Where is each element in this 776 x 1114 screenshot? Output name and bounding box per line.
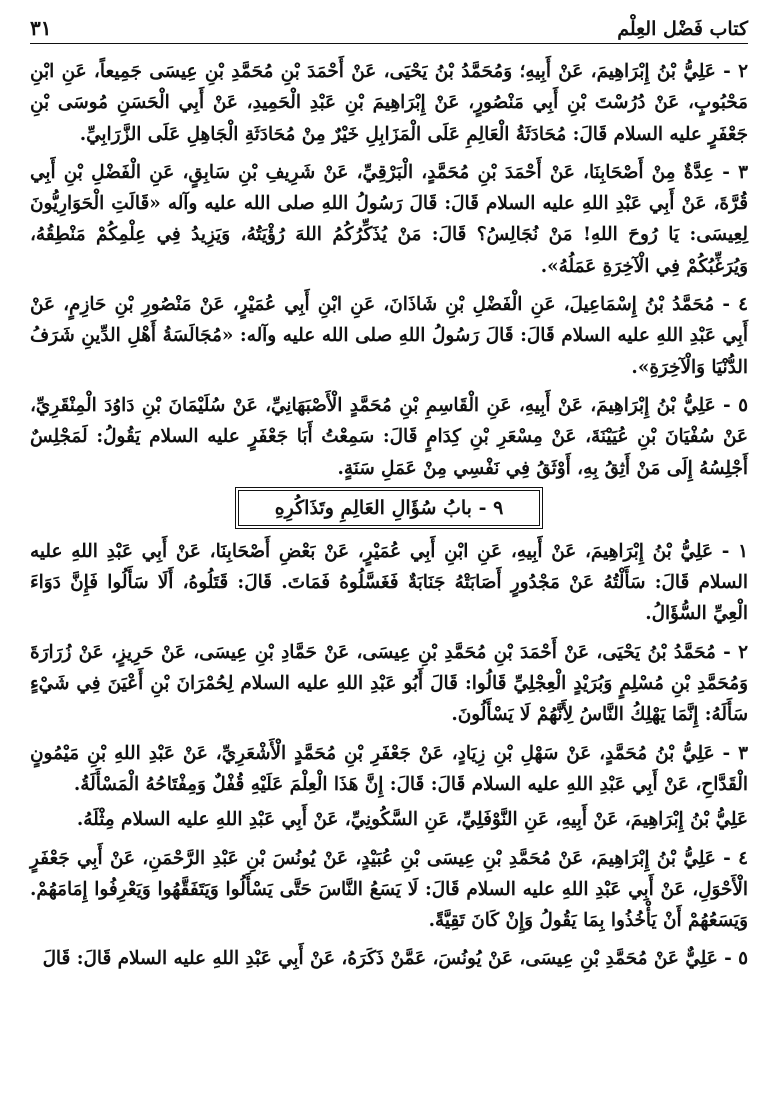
- hadith-paragraph-2: ٢ - عَلِيُّ بْنُ إِبْرَاهِيمَ، عَنْ أَبِيهِ؛ وَمُحَمَّدُ بْنُ يَحْيَى، عَنْ أَحْمَدَ بْنِ مُحَمَّدِ بْنِ عِيسَى جَمِيعاً، عَنِ ابْنِ مَحْبُوبٍ، عَنْ دُرُسْتَ بْنِ أَبِي مَنْصُورٍ، عَنْ إِبْرَاهِيمَ بْنِ عَبْدِ الْحَمِيدِ، عَنْ أَبِي الْحَسَنِ مُوسَى بْنِ جَعْفَرٍ عليه السلام قَالَ: مُحَادَثَةُ الْعَالِمِ عَلَى الْمَزَابِلِ خَيْرٌ مِنْ مُحَادَثَةِ الْجَاهِلِ عَلَى الزَّرَابِيِّ.: [30, 61, 748, 145]
- chapter-hadith-2: ٢ - مُحَمَّدُ بْنُ يَحْيَى، عَنْ أَحْمَدَ بْنِ مُحَمَّدِ بْنِ عِيسَى، عَنْ حَمَّادِ بْنِ عِيسَى، عَنْ حَرِيزٍ، عَنْ زُرَارَةَ وَمُحَمَّدِ بْنِ مُسْلِمٍ وَبُرَيْدٍ الْعِجْلِيِّ قَالُوا: قَالَ أَبُو عَبْدِ اللهِ عليه السلام لِحُمْرَانَ بْنِ أَعْيَنَ فِي شَيْءٍ سَأَلَهُ: إِنَّمَا يَهْلِكُ النَّاسُ لِأَنَّهُمْ لَا يَسْأَلُونَ.: [30, 641, 749, 726]
- chapter-hadith-3: ٣ - عَلِيُّ بْنُ مُحَمَّدٍ، عَنْ سَهْلِ بْنِ زِيَادٍ، عَنْ جَعْفَرِ بْنِ مُحَمَّدٍ الْأَشْعَرِيِّ، عَنْ عَبْدِ اللهِ بْنِ مَيْمُونٍ الْقَدَّاحِ، عَنْ أَبِي عَبْدِ اللهِ عليه السلام قَالَ: قَالَ: إِنَّ هَذَا الْعِلْمَ عَلَيْهِ قُفْلٌ وَمِفْتَاحُهُ الْمَسْأَلَةُ.: [30, 742, 748, 795]
- hadith-paragraph-3: ٣ - عِدَّةٌ مِنْ أَصْحَابِنَا، عَنْ أَحْمَدَ بْنِ مُحَمَّدٍ، الْبَرْقِيِّ، عَنْ شَرِيفِ بْنِ سَابِقٍ، عَنِ الْفَضْلِ بْنِ أَبِي قُرَّةَ، عَنْ أَبِي عَبْدِ اللهِ عليه السلام قَالَ: قَالَ رَسُولُ اللهِ صلى الله عليه وآله «قَالَتِ الْحَوَارِيُّونَ لِعِيسَى: يَا رُوحَ اللهِ! مَنْ نُجَالِسُ؟ قَالَ: مَنْ يُذَكِّرُكُمُ اللهَ رُؤْيَتُهُ، وَيَزِيدُ فِي عِلْمِكُمْ مَنْطِقُهُ، وَيُرَغِّبُكُمْ فِي الْآخِرَةِ عَمَلُهُ».: [30, 161, 748, 277]
- chapter-hadith-3-variant: عَلِيُّ بْنُ إِبْرَاهِيمَ، عَنْ أَبِيهِ، عَنِ النَّوْفَلِيِّ، عَنِ السَّكُونِيِّ، عَنْ أَبِي عَبْدِ اللهِ عليه السلام مِثْلَهُ.: [76, 809, 748, 831]
- page-number: ٣١: [30, 16, 52, 40]
- hadith-paragraph-4: ٤ - مُحَمَّدُ بْنُ إِسْمَاعِيلَ، عَنِ الْفَضْلِ بْنِ شَاذَانَ، عَنِ ابْنِ أَبِي عُمَيْرٍ، عَنْ مَنْصُورِ بْنِ حَازِمٍ، عَنْ أَبِي عَبْدِ اللهِ عليه السلام قَالَ: قَالَ رَسُولُ اللهِ صلى الله عليه وآله: «مُجَالَسَةُ أَهْلِ الدِّينِ شَرَفُ الدُّنْيَا وَالْآخِرَةِ».: [30, 294, 748, 378]
- book-title: كتاب فَضْل العِلْم: [617, 18, 748, 40]
- page-header: [30, 10, 748, 44]
- chapter-hadith-1: ١ - عَلِيُّ بْنُ إِبْرَاهِيمَ، عَنْ أَبِيهِ، عَنِ ابْنِ أَبِي عُمَيْرٍ، عَنْ بَعْضِ أَصْحَابِنَا، عَنْ أَبِي عَبْدِ اللهِ عليه السلام قَالَ: سَأَلْتُهُ عَنْ مَجْدُورٍ أَصَابَتْهُ جَنَابَةٌ فَغَسَّلُوهُ فَمَاتَ. قَالَ: قَتَلُوهُ، أَلَا سَأَلُوا فَإِنَّ دَوَاءَ الْعِيِّ السُّؤَالُ.: [30, 540, 748, 625]
- chapter-hadith-4: ٤ - عَلِيُّ بْنُ إِبْرَاهِيمَ، عَنْ مُحَمَّدِ بْنِ عِيسَى بْنِ عُبَيْدٍ، عَنْ يُونُسَ بْنِ عَبْدِ الرَّحْمَنِ، عَنْ أَبِي جَعْفَرٍ الْأَحْوَلِ، عَنْ أَبِي عَبْدِ اللهِ عليه السلام قَالَ: لَا يَسَعُ النَّاسَ حَتَّى يَسْأَلُوا وَيَتَفَقَّهُوا وَيَعْرِفُوا إِمَامَهُمْ. وَيَسَعُهُمْ أَنْ يَأْخُذُوا بِمَا يَقُولُ وَإِنْ كَانَ تَقِيَّةً.: [30, 847, 748, 932]
- chapter-hadith-5: ٥ - عَلِيٌّ عَنْ مُحَمَّدِ بْنِ عِيسَى، عَنْ يُونُسَ، عَمَّنْ ذَكَرَهُ، عَنْ أَبِي عَبْدِ اللهِ عليه السلام قَالَ: قَالَ: [42, 948, 748, 970]
- chapter-heading: ٩ - بابُ سُؤَالِ العَالِمِ وتَذَاكُرِهِ: [238, 490, 541, 526]
- document-page: [30, 10, 748, 1104]
- hadith-paragraph-5: ٥ - عَلِيُّ بْنُ إِبْرَاهِيمَ، عَنْ أَبِيهِ، عَنِ الْقَاسِمِ بْنِ مُحَمَّدٍ الْأَصْبَهَانِيِّ، عَنْ سُلَيْمَانَ بْنِ دَاوُدَ الْمِنْقَرِيِّ، عَنْ سُفْيَانَ بْنِ عُيَيْنَةَ، عَنْ مِسْعَرِ بْنِ كِدَامٍ قَالَ: سَمِعْتُ أَبَا جَعْفَرٍ عليه السلام يَقُولُ: لَمَجْلِسٌ أَجْلِسُهُ إِلَى مَنْ أَثِقُ بِهِ، أَوْثَقُ فِي نَفْسِي مِنْ عَمَلِ سَنَةٍ.: [30, 394, 748, 479]
- chapter-heading-wrap: [30, 490, 748, 526]
